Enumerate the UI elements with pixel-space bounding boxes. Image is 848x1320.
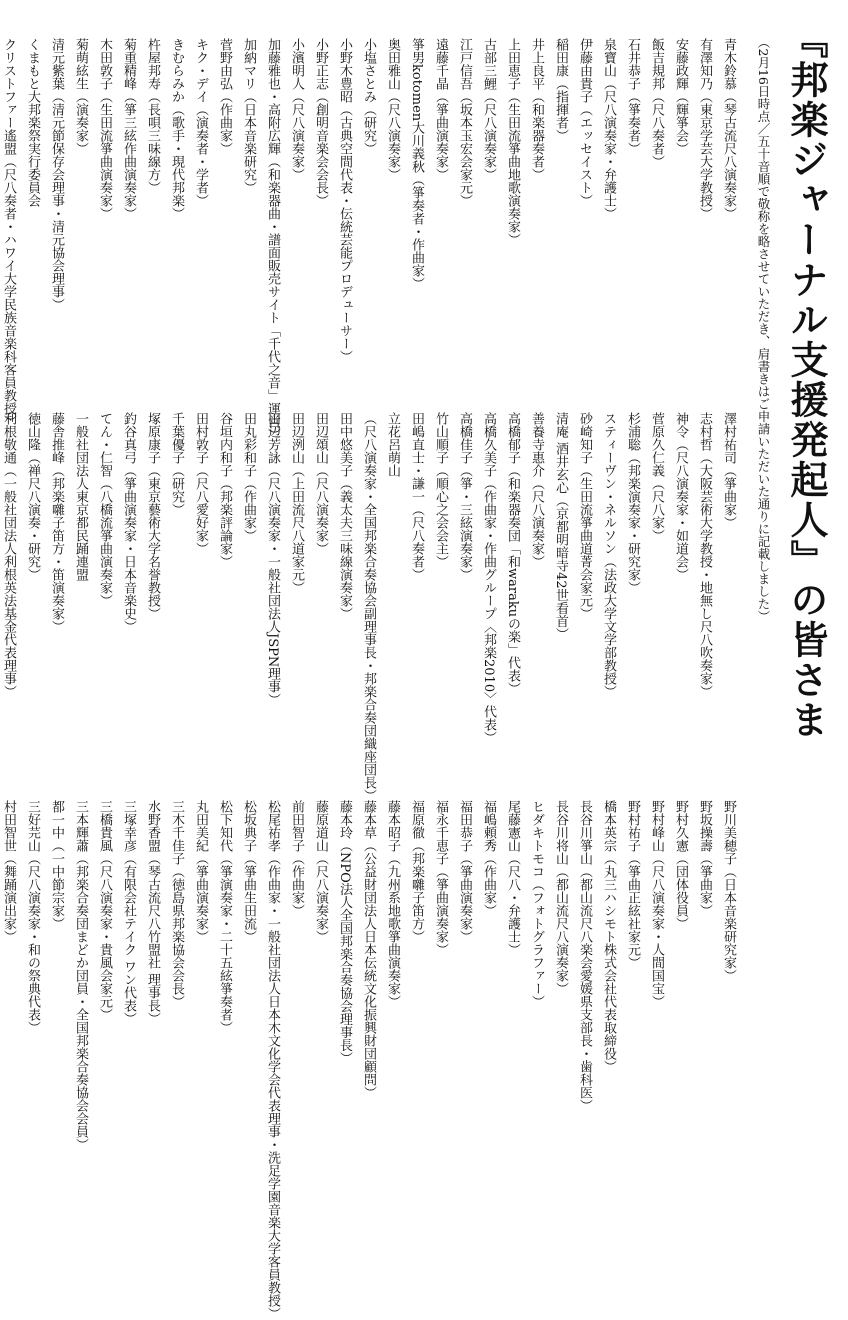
supporter-entry: 前田智子（作曲家）	[289, 800, 304, 917]
supporter-entry: くまもと大邦楽祭実行委員会	[25, 38, 40, 207]
name-list-upper	[1, 38, 740, 441]
supporter-entry: 田辺頌山（尺八演奏家）	[313, 412, 328, 555]
supporter-entry: 江戸信吾（坂本玉宏会家元）	[457, 38, 472, 207]
supporter-entry: 伊藤由貴子（エッセイスト）	[577, 38, 592, 207]
supporter-entry: 福田恭子（箏曲演奏家）	[457, 800, 472, 943]
supporter-entry: 塚原康子（東京藝術大学名誉教授）	[145, 412, 160, 620]
supporter-entry: 松尾祐孝（作曲家・一般社団法人日本木文化学会代表理事・洗足学園音楽大学客員教授）	[265, 800, 280, 1320]
supporter-entry: 田辺芳詠（尺八演奏家・一般社団法人JSPN理事）	[265, 412, 280, 707]
supporter-entry: 古部三鯉（尺八演奏家）	[481, 38, 496, 181]
supporter-entry: 藤本玲（NPO法人全国邦楽合奏協会理事長）	[337, 800, 352, 1065]
supporter-entry: キク・デイ（演奏者・学者）	[193, 38, 208, 207]
supporter-entry: 徳山隆（禅尺八演奏・研究）	[25, 412, 40, 581]
supporter-entry: 飯吉規邦（尺八奏者）	[649, 38, 664, 168]
supporter-entry: 志村哲（大阪芸術大学教授・地無し尺八吹奏家）	[697, 412, 712, 698]
supporter-entry: 松下知代（箏演奏家・二十五絃箏奏者）	[217, 800, 232, 1034]
supporter-entry: 三好芫山（尺八演奏家・和の祭典代表）	[25, 800, 40, 1034]
supporter-entry: 丸田美紀（箏曲演奏家）	[193, 800, 208, 943]
supporter-entry: 福永千恵子（箏曲演奏家）	[433, 800, 448, 956]
supporter-entry: 奥田雅山（尺八演奏家）	[385, 38, 400, 181]
supporter-entry: 菊重精峰（箏三絃作曲演奏家）	[121, 38, 136, 220]
supporter-entry: 高橋郁子（和楽器奏団「和warakuの楽」代表）	[505, 412, 520, 696]
supporter-entry: 橋本英宗（丸三ハシモト株式会社代表取締役）	[601, 800, 616, 1073]
supporter-entry: 小野木豊昭（古典空間代表・伝統芸能プロデューサー）	[337, 38, 352, 363]
supporter-entry: 杉浦聡（邦楽演奏家・研究家）	[625, 412, 640, 594]
supporter-entry: 菅原久仁義（尺八家）	[649, 412, 664, 542]
supporter-entry: 箏男kotomen大川義秋（箏奏者・作曲家）	[409, 38, 424, 291]
supporter-entry: 松坂典子（箏曲生田流）	[241, 800, 256, 943]
supporter-entry: 三橋貴風（尺八演奏家・貴風会家元）	[97, 800, 112, 1021]
supporter-entry: 安藤政輝（輝箏会）	[673, 38, 688, 155]
supporter-entry: 清庵 酒井玄心（京都明暗寺42世看首）	[553, 412, 568, 641]
supporter-entry: 立花呂萌山	[385, 412, 400, 477]
supporter-entry: 上田恵子（生田流箏曲地歌演奏家）	[505, 38, 520, 246]
supporter-entry: 加藤雅也・高附広輝（和楽器曲・譜面販売サイト「千代之音」運営）	[265, 38, 280, 441]
supporter-entry: 福嶋頼秀（作曲家）	[481, 800, 496, 917]
supporter-entry: 田中悠美子（義太夫三味線演奏家）	[337, 412, 352, 620]
supporter-entry: 野村久憲（団体役員）	[673, 800, 688, 930]
supporter-entry: 藤舎推峰（邦楽囃子笛方・笛演奏家）	[49, 412, 64, 633]
supporter-entry: 加納マリ（日本音楽研究）	[241, 38, 256, 194]
supporter-entry: スティーヴン・ネルソン（法政大学文学部教授）	[601, 412, 616, 698]
supporter-entry: 澤村祐司（箏曲家）	[721, 412, 736, 529]
supporter-entry: 谷垣内和子（邦楽評論家）	[217, 412, 232, 568]
supporter-entry: 青木鈴慕（琴古流尺八演奏家）	[721, 38, 736, 220]
supporter-entry: 野川美穂子（日本音楽研究家）	[721, 800, 736, 982]
supporter-entry: 泉寶山（尺八演奏家・弁護士）	[601, 38, 616, 220]
supporter-entry: クリストファー遙盟（尺八奏者・ハワイ大学民族音楽科客員教授）	[1, 38, 16, 428]
supporter-entry: 三本輝蕭（邦楽合奏団まどか団員・全国邦楽合奏協会会員）	[73, 800, 88, 1151]
supporter-entry: 釣谷真弓（箏曲演奏家・日本音楽史）	[121, 412, 136, 633]
supporter-entry: 神令（尺八演奏家・如道会）	[673, 412, 688, 581]
supporter-entry: 長谷川将山（都山流尺八演奏家）	[553, 800, 568, 995]
supporter-entry: 野村峰山（尺八演奏家・人間国宝）	[649, 800, 664, 1008]
supporter-entry: 藤本昭子（九州系地歌箏曲演奏家）	[385, 800, 400, 1008]
supporter-entry: てん・仁智（八橋流箏曲演奏家）	[97, 412, 112, 607]
supporter-entry: ヒダキトモコ（フォトグラファー）	[529, 800, 544, 1008]
supporter-entry: 三木千佳子（徳島県邦楽協会会長）	[169, 800, 184, 1008]
supporter-entry: 田村敦子（尺八愛好家）	[193, 412, 208, 555]
supporter-entry: 井上良平（和楽器奏者）	[529, 38, 544, 181]
supporter-entry: 村田智世（舞踊演出家）	[1, 800, 16, 943]
supporter-entry: 田嶋直士・謙一（尺八奏者）	[409, 412, 424, 581]
supporter-entry: 砂崎知子（生田流箏曲道菁会家元）	[577, 412, 592, 620]
supporter-entry: きむらみか（歌手・現代邦楽）	[169, 38, 184, 220]
supporter-entry: 尾藤憲山（尺八・弁護士）	[505, 800, 520, 956]
supporter-entry: 高橋久美子（作曲家・作曲グループ〈邦楽2010〉代表）	[481, 412, 496, 745]
supporter-entry: 清元紫葉（清元節保存会理事・清元協会理事）	[49, 38, 64, 311]
supporter-entry: 竹山順子（順心之会会主）	[433, 412, 448, 568]
name-list-lower	[1, 800, 740, 1320]
name-list-middle	[1, 412, 740, 802]
supporter-entry: 菊萌絃生（演奏家）	[73, 38, 88, 155]
supporter-entry: （尺八演奏家・全国邦楽合奏協会副理事長・邦楽合奏団織座団長）	[361, 412, 376, 802]
supporter-entry: 高橋佳子（箏・三絃演奏家）	[457, 412, 472, 581]
supporter-entry: 善養寺惠介（尺八演奏家）	[529, 412, 544, 568]
supporter-entry: 杵屋邦寿（長唄三味線方）	[145, 38, 160, 194]
supporter-entry: 田丸彩和子（作曲家）	[241, 412, 256, 542]
supporter-entry: 小塩さとみ（研究）	[361, 38, 376, 155]
supporter-entry: 有澤知乃（東京学芸大学教授）	[697, 38, 712, 220]
supporter-entry: 千葉優子（研究）	[169, 412, 184, 516]
supporter-entry: 木田敦子（生田流箏曲演奏家）	[97, 38, 112, 220]
supporter-entry: 稲田康（指揮者）	[553, 38, 568, 142]
supporter-entry: 藤原道山（尺八演奏家）	[313, 800, 328, 943]
supporter-entry: 利根敬通（一般社団法人利根英法基金代表理事）	[1, 412, 16, 698]
page-title: 『邦楽ジャーナル支援発起人』の皆さま	[784, 20, 829, 740]
supporter-entry: 小野正志（創明音楽会会長）	[313, 38, 328, 207]
supporter-entry: 長谷川箏山（都山流尺八楽会愛媛県支部長・歯科医）	[577, 800, 592, 1112]
supporter-entry: 福原徹（邦楽囃子笛方）	[409, 800, 424, 943]
supporter-entry: 石井恭子（箏奏者）	[625, 38, 640, 155]
ordering-note: （2月16日時点／五十音順で敬称を略させていただき、肩書きはご申請いただいた通りに記載しました）	[756, 36, 771, 623]
supporter-entry: 藤本草（公益財団法人日本伝統文化振興財団顧問）	[361, 800, 376, 1099]
supporter-entry: 都一中（一中節宗家）	[49, 800, 64, 930]
supporter-entry: 野坂操壽（箏曲家）	[697, 800, 712, 917]
supporter-entry: 菅野由弘（作曲家）	[217, 38, 232, 155]
supporter-entry: 遠藤千晶（箏曲演奏家）	[433, 38, 448, 181]
supporter-entry: 小濱明人（尺八演奏家）	[289, 38, 304, 181]
supporter-entry: 三塚幸彦（有限会社テイク ワン代表）	[121, 800, 136, 1026]
supporter-entry: 一般社団法人東京都民踊連盟	[73, 412, 88, 581]
supporter-entry: 田辺洌山（上田流尺八道家元）	[289, 412, 304, 594]
supporter-entry: 野村祐子（箏曲正絃社家元）	[625, 800, 640, 969]
supporter-entry: 水野香盟（琴古流尺八竹盟社 理事長）	[145, 800, 160, 1026]
